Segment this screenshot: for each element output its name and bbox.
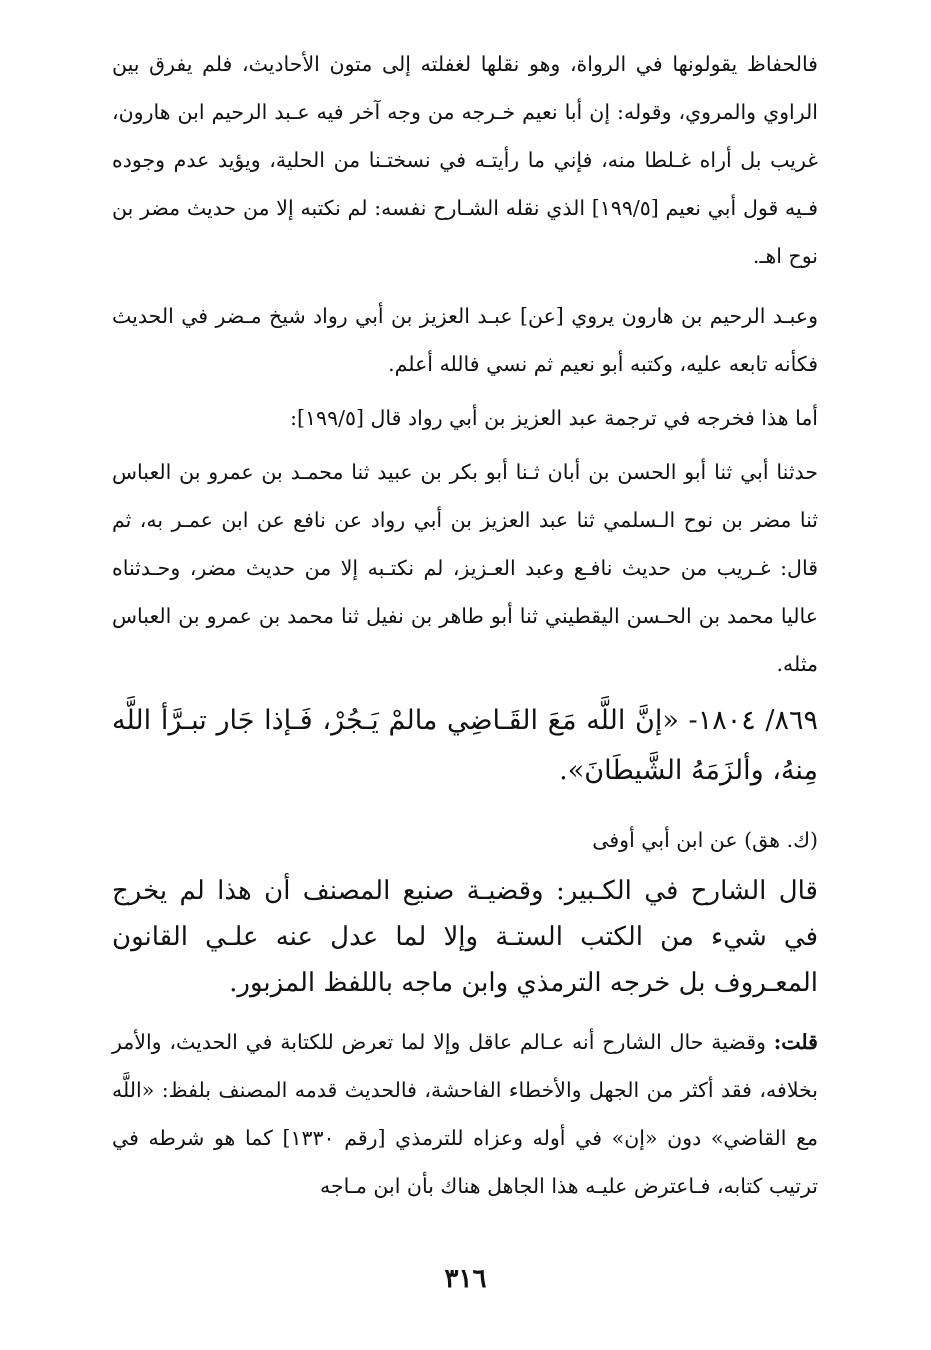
response-text: وقضية حال الشارح أنه عـالم عاقل وإلا لما تعرض للكتابة في الحديث، والأمر بخلافه، فقد أكثر من الجهل والأخطاء الفاحشة، فالحديث قدمه المصنف بلفظ: «اللَّه مع القاضي» دون «إن» في أوله وعزاه للترمذي [رقم ١٣٣٠] كما هو شرطه في ترتيب كتابه، فـاعترض عليـه هذا الجاهل هناك بأن ابن مـاجه bbox=[112, 1030, 818, 1198]
paragraph-sharih-quote: قال الشارح في الكـبير: وقضيـة صنيع المصنف أن هذا لم يخرج في شيء من الكتب الستـة وإلا لما عدل عنه علـي القانون المعـروف بل خرجه الترمذي وابن ماجه باللفظ المزبور. bbox=[112, 876, 818, 998]
hadith-source: (ك. هق) عن ابن أبي أوفى bbox=[592, 828, 818, 852]
paragraph-commentary-2: وعبـد الرحيم بن هارون يروي [عن] عبـد العزيز بن أبي رواد شيخ مـضر في الحديث فكأنه تابعه عليه، وكتبه أبو نعيم ثم نسي فالله أعلم. bbox=[112, 304, 818, 376]
page-body bbox=[112, 40, 818, 1210]
paragraph-response bbox=[112, 1018, 818, 1210]
hadith-text: ٨٦٩/ ١٨٠٤- «إنَّ اللَّه مَعَ القَـاضِي مالمْ يَـجُرْ، فَـإذا جَار تبـرَّأ اللَّه مِنهُ، وألزَمَهُ الشَّيطَانَ». bbox=[112, 705, 818, 786]
response-lead: قلت: bbox=[773, 1030, 818, 1054]
paragraph-commentary-3: أما هذا فخرجه في ترجمة عبد العزيز بن أبي رواد قال [١٩٩/٥]: bbox=[290, 406, 818, 430]
paragraph-isnad: حدثنا أبي ثنا أبو الحسن بن أبان ثـنا أبو بكر بن عبيد ثنا محمـد بن عمرو بن العباس ثنا مضر بن نوح الـسلمي ثنا عبد العزيز بن أبي رواد عن نافع عن ابن عمـر به، ثم قال: غـريب من حديث نافـع وعبد العـزيز، لم نكتـبه إلا من حديث مضر، وحـدثناه عاليا محمد بن الحـسن اليقطيني ثنا أبو طاهر بن نفيل ثنا محمد بن عمرو بن العباس مثله. bbox=[112, 460, 818, 676]
paragraph-commentary-1: فالحفاظ يقولونها في الرواة، وهو نقلها لغفلته إلى متون الأحاديث، فلم يفرق بين الراوي والمروي، وقوله: إن أبا نعيم خـرجه من وجه آخر فيه عـبد الرحيم ابن هارون، غريب بل أراه غـلطا منه، فإني ما رأيتـه في نسختـنا من الحلية، ويؤيد عدم وجوده فـيه قول أبي نعيم [١٩٩/٥] الذي نقله الشـارح نفسه: لم نكتبه إلا من حديث مضر بن نوح اهـ. bbox=[112, 52, 818, 268]
page-number: ٣١٦ bbox=[444, 1264, 487, 1294]
